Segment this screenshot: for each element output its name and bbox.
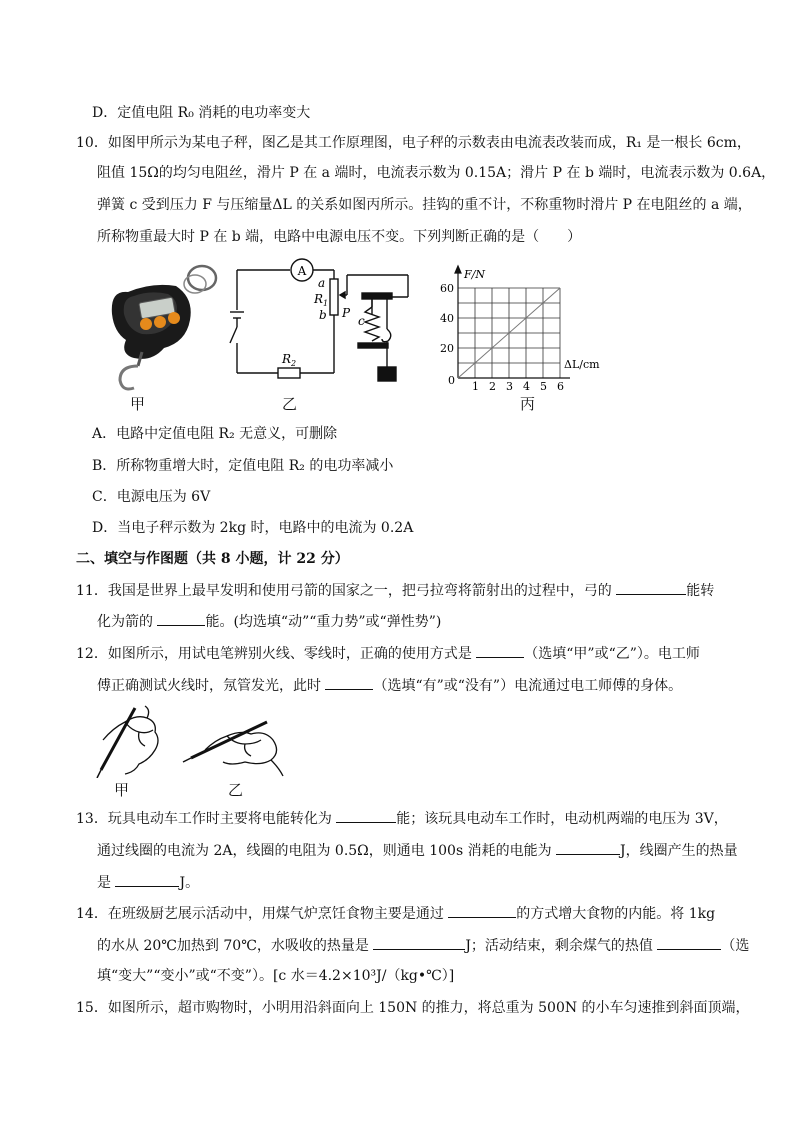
- q10-option-a: A．电路中定值电阻 R₂ 无意义，可删除: [92, 426, 338, 442]
- q11-text: 能。(均选填“动”“重力势”或“弹性势”): [205, 614, 442, 630]
- q10-number: 10．: [76, 135, 108, 151]
- q13-text: 通过线圈的电流为 2A，线圈的电阻为 0.5Ω，则通电 100s 消耗的电能为: [97, 843, 557, 859]
- ammeter-symbol: A: [297, 264, 307, 278]
- q13-text: J。: [179, 875, 200, 891]
- test-pen-illustration: [95, 700, 285, 778]
- graph-xtick: 1: [472, 380, 479, 393]
- q14-line-3: 填“变大”“变小”或“不变”）。[c 水＝4.2×10³J/（kg•℃）]: [97, 968, 455, 984]
- q11-text: 化为箭的: [97, 614, 158, 630]
- q13-text: 是: [97, 875, 116, 891]
- q9-option-d: D．定值电阻 R₀ 消耗的电功率变大: [92, 105, 311, 121]
- graph-xtick: 6: [557, 380, 564, 393]
- graph-ytick: 60: [440, 282, 454, 295]
- q13-text: 能；该玩具电动车工作时，电动机两端的电压为 3V，: [396, 811, 728, 827]
- figure-label-bing: 丙: [520, 395, 536, 413]
- figure-label-yi: 乙: [282, 395, 298, 413]
- q12-text: 傅正确测试火线时，氖管发光，此时: [97, 678, 326, 694]
- q14-text: 14．在班级厨艺展示活动中，用煤气炉烹饪食物主要是通过: [76, 906, 449, 922]
- figure-label-jia: 甲: [114, 781, 130, 799]
- circuit-label-b: b: [319, 308, 327, 322]
- q13-line-1: [76, 808, 728, 829]
- q13-text: 13．玩具电动车工作时主要将电能转化为: [76, 811, 337, 827]
- circuit-diagram: [222, 255, 417, 395]
- graph-xtick: 2: [489, 380, 496, 393]
- answer-blank[interactable]: [115, 872, 179, 887]
- answer-blank[interactable]: [157, 611, 205, 626]
- q10-option-d: D．当电子秤示数为 2kg 时，电路中的电流为 0.2A: [92, 520, 414, 536]
- figure-label-yi: 乙: [228, 781, 244, 799]
- q12-text: （选填“有”或“没有”）电流通过电工师傅的身体。: [373, 678, 683, 694]
- q12-line-1: [76, 643, 700, 664]
- q11-line-1: [76, 580, 714, 601]
- q12-text: 12．如图所示，用试电笔辨别火线、零线时，正确的使用方式是: [76, 646, 477, 662]
- answer-blank[interactable]: [657, 935, 721, 950]
- q15-line-1: 15．如图所示，超市购物时，小明用沿斜面向上 150N 的推力，将总重为 500N 的小车匀速推到斜面顶端，: [76, 1000, 750, 1016]
- q11-line-2: [97, 611, 441, 632]
- q13-line-2: [97, 840, 738, 861]
- answer-blank[interactable]: [373, 935, 465, 950]
- q14-line-1: [76, 903, 715, 924]
- q13-text: J，线圈产生的热量: [620, 843, 738, 859]
- q10-option-c: C．电源电压为 6V: [92, 489, 211, 505]
- circuit-label-a: a: [318, 276, 326, 290]
- circuit-label-p: P: [342, 306, 351, 320]
- q13-line-3: [97, 872, 199, 893]
- graph-xtick: 4: [523, 380, 530, 393]
- q14-text: 的水从 20℃加热到 70℃，水吸收的热量是: [97, 938, 374, 954]
- q14-line-2: [97, 935, 749, 956]
- circuit-label-r1: $R_1$: [314, 292, 329, 308]
- graph-xtick: 3: [506, 380, 513, 393]
- circuit-label-c: c: [358, 314, 365, 328]
- q10-stem-4: 所称物重最大时 P 在 b 端，电路中电源电压不变。下列判断正确的是（ ）: [97, 229, 582, 245]
- q11-text: 11．我国是世界上最早发明和使用弓箭的国家之一，把弓拉弯将箭射出的过程中，弓的: [76, 583, 617, 599]
- electronic-scale-image: [90, 262, 225, 397]
- answer-blank[interactable]: [616, 580, 686, 595]
- q11-text: 能转: [686, 583, 715, 599]
- answer-blank[interactable]: [325, 675, 373, 690]
- graph-xlabel: ΔL/cm: [564, 358, 600, 371]
- graph-ytick: 40: [440, 312, 454, 325]
- answer-blank[interactable]: [476, 643, 524, 658]
- q14-text: （选: [721, 938, 750, 954]
- graph-origin: 0: [448, 374, 455, 387]
- answer-blank[interactable]: [448, 903, 516, 918]
- graph-xtick: 5: [540, 380, 547, 393]
- section-heading: 二、填空与作图题（共 8 小题，计 22 分）: [76, 551, 349, 567]
- circuit-label-r2: $R_2$: [282, 352, 297, 368]
- q10-stem-1: 如图甲所示为某电子秤，图乙是其工作原理图，电子秤的示数表由电流表改装而成，R₁ 是一根长 6cm，: [107, 135, 751, 151]
- q14-text: J；活动结束，剩余煤气的热值: [465, 938, 658, 954]
- q14-text: 的方式增大食物的内能。将 1kg: [516, 906, 716, 922]
- force-compression-graph: [428, 258, 608, 393]
- figure-label-jia: 甲: [130, 395, 146, 413]
- graph-ytick: 20: [440, 342, 454, 355]
- q10-stem-2: 阻值 15Ω的均匀电阻丝，滑片 P 在 a 端时，电流表示数为 0.15A；滑片 P 在 b 端时，电流表示数为 0.6A，: [97, 165, 776, 181]
- q12-text: （选填“甲”或“乙”）。电工师: [524, 646, 700, 662]
- q12-line-2: [97, 675, 682, 696]
- answer-blank[interactable]: [556, 840, 620, 855]
- q10-line-1: [76, 133, 751, 153]
- answer-blank[interactable]: [336, 808, 396, 823]
- q10-option-b: B．所称物重增大时，定值电阻 R₂ 的电功率减小: [92, 458, 394, 474]
- graph-ylabel: F/N: [464, 268, 485, 281]
- q10-stem-3: 弹簧 c 受到压力 F 与压缩量ΔL 的关系如图丙所示。挂钩的重不计，不称重物时滑片 P 在电阻丝的 a 端，: [97, 197, 752, 213]
